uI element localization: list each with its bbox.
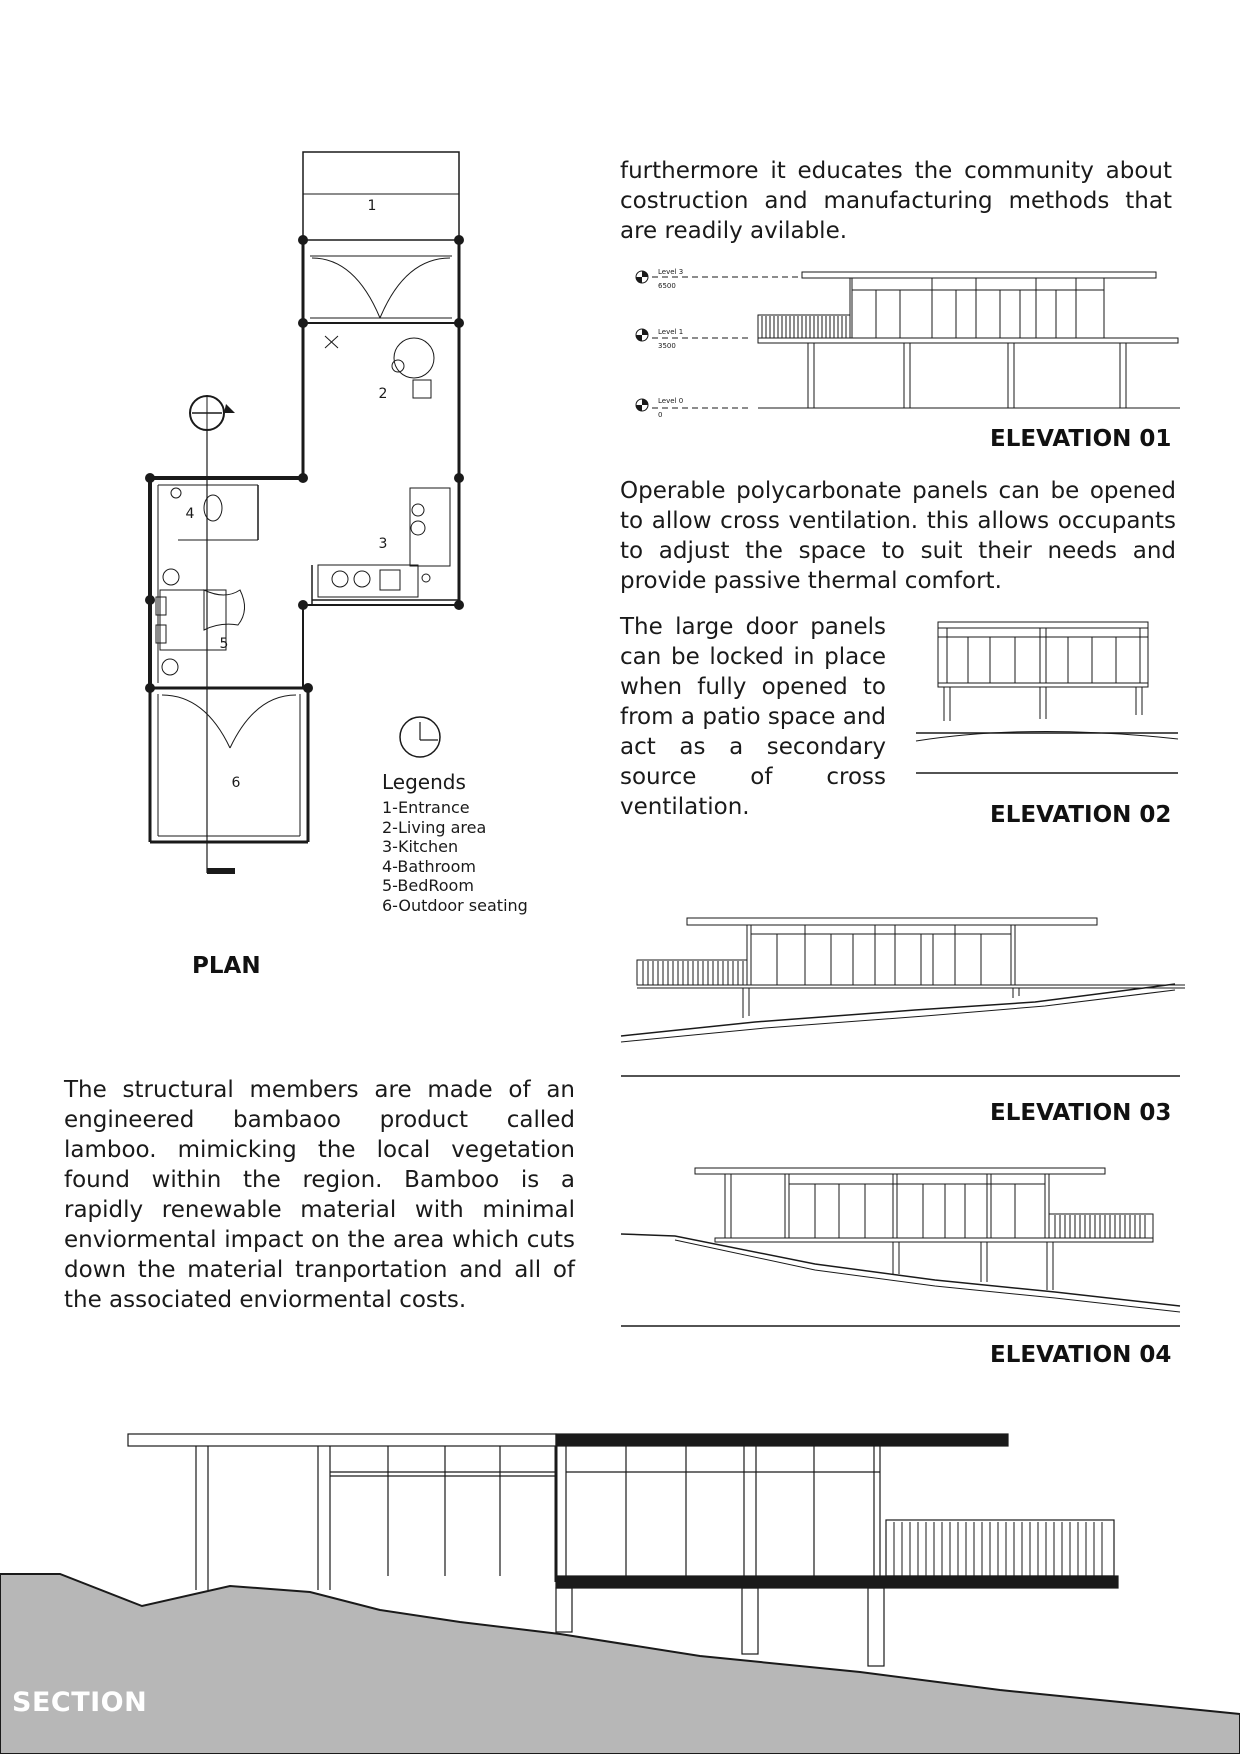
elevation-02-drawing	[910, 615, 1185, 780]
level-marker-icon	[636, 329, 648, 341]
legend-item: 5-BedRoom	[382, 876, 474, 895]
level-marker-icon	[636, 271, 648, 283]
room-number-6: 6	[231, 775, 241, 791]
level-value: 3500	[658, 342, 676, 350]
room-number-3: 3	[378, 536, 388, 552]
legend-title: Legends	[382, 770, 466, 794]
level-value: 0	[658, 411, 663, 419]
elevation-04-drawing	[615, 1160, 1185, 1335]
doors-paragraph: The large door panels can be locked in place when fully opened to from a patio space and act as a secondary source of cross ventilation.	[620, 614, 886, 820]
room-number-1: 1	[367, 198, 377, 214]
elevation-03-caption: ELEVATION 03	[990, 1100, 1172, 1126]
level-name: Level 0	[658, 397, 684, 405]
elevation-01-drawing	[630, 260, 1190, 420]
elevation-03-drawing	[615, 910, 1185, 1080]
elevation-02-caption: ELEVATION 02	[990, 802, 1172, 828]
ground-fill	[0, 1574, 1240, 1754]
section-drawing	[0, 1420, 1240, 1754]
intro-paragraph: furthermore it educates the community about costruction and manufacturing methods that are readily avilable.	[620, 158, 1172, 244]
level-value: 6500	[658, 282, 676, 290]
level-name: Level 1	[658, 328, 684, 336]
north-arrow-icon	[400, 717, 440, 757]
floor-plan-drawing	[0, 0, 560, 900]
level-name: Level 3	[658, 268, 684, 276]
elevation-04-caption: ELEVATION 04	[990, 1342, 1172, 1368]
room-number-4: 4	[185, 506, 195, 522]
legend-list	[382, 798, 528, 915]
legend-item: 4-Bathroom	[382, 856, 476, 876]
plan-caption: PLAN	[192, 953, 261, 979]
room-number-2: 2	[378, 386, 388, 402]
legend-item: 1-Entrance	[382, 798, 470, 817]
structure-paragraph: The structural members are made of an engineered bambaoo product called lamboo. mimicking the local vegetation found within the region. Bamboo is a rapidly renewable material with minimal enviormental impact on the area which cuts down the material tranportation and all of the associated enviormental costs.	[64, 1077, 575, 1313]
legend-item: 3-Kitchen	[382, 837, 459, 856]
level-marker-icon	[636, 399, 648, 411]
elevation-01-caption: ELEVATION 01	[990, 426, 1172, 452]
panels-paragraph: Operable polycarbonate panels can be opened to allow cross ventilation. this allows occupants to adjust the space to suit their needs and provide passive thermal comfort.	[620, 478, 1176, 594]
legend-item: 2-Living area	[382, 817, 487, 837]
section-caption: SECTION	[12, 1687, 148, 1718]
section-marker-icon	[190, 396, 235, 430]
room-number-5: 5	[219, 636, 229, 652]
legend-item: 6-Outdoor seating	[382, 895, 528, 915]
